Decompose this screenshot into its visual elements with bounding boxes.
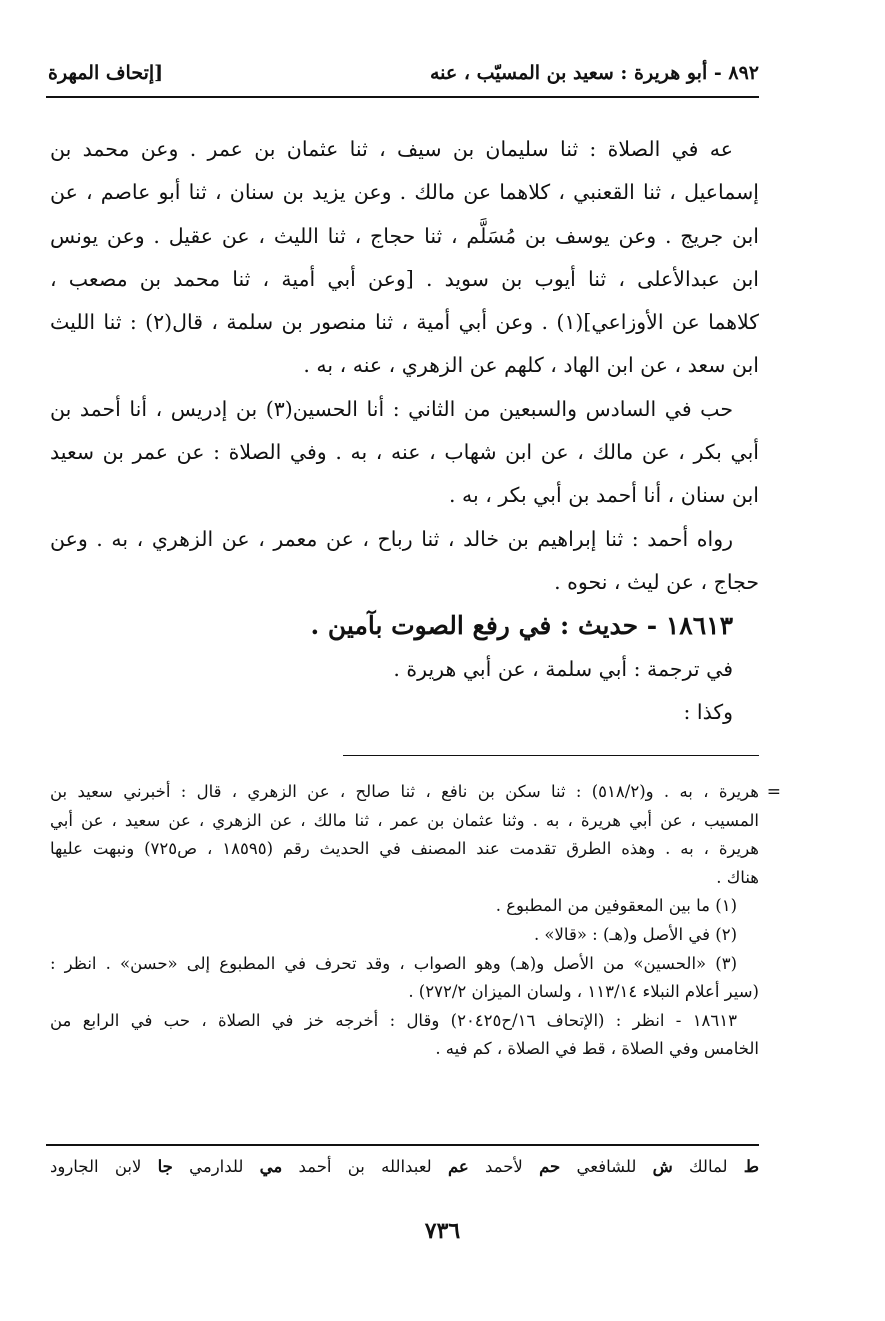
footnote-line: (٢) في الأصل و(هـ) : «قالا» . — [533, 924, 737, 944]
running-header-book: [إتحاف المهرة — [48, 62, 164, 84]
text-line: أبي بكر ، عن مالك ، عن ابن شهاب ، عنه ، به . وفي الصلاة : عن عمر بن سعيد — [50, 440, 759, 465]
text-line: ابن جريج . وعن يوسف بن مُسَلَّم ، ثنا حجاج ، ثنا الليث ، عن عقيل . وعن يونس — [50, 223, 759, 248]
abbreviation-entry: مي للدارمي — [189, 1157, 283, 1176]
text-line: حجاج ، عن ليث ، نحوه . — [554, 569, 759, 594]
footnote-line: هريرة ، به . و(٥١٨/٢) : ثنا سكن بن نافع ، ثنا صالح ، عن الزهري ، قال : أخبرني سعيد بن — [50, 782, 759, 801]
footnote-line: (١) ما بين المعقوفين من المطبوع . — [495, 896, 737, 916]
text-line: حب في السادس والسبعين من الثاني : أنا الحسين(٣) بن إدريس ، أنا أحمد بن — [50, 396, 733, 421]
continuation-mark: = — [766, 782, 781, 802]
abbreviation-entry: جا لابن الجارود — [50, 1157, 173, 1176]
footnote-line: هريرة ، به . وهذه الطرق تقدمت عند المصنف في الحديث رقم (١٨٥٩٥ ، ص٧٢٥) ونبهت عليها — [50, 839, 759, 859]
running-header-title: ٨٩٢ - أبو هريرة : سعيد بن المسيّب ، عنه — [430, 62, 759, 84]
page-number: ٧٣٦ — [424, 1218, 461, 1244]
footnotes — [50, 778, 781, 1064]
footnote-line: ١٨٦١٣ - انظر : (الإتحاف ١٦/ح٢٠٤٢٥) وقال : أخرجه خز في الصلاة ، حب في الرابع من — [50, 1010, 737, 1030]
footnote-line: (٣) «الحسين» من الأصل و(هـ) وهو الصواب ، وقد تحرف في المطبوع إلى «حسن» . انظر : — [50, 953, 737, 973]
text-line: عه في الصلاة : ثنا سليمان بن سيف ، ثنا عثمان بن عمر . وعن محمد بن — [50, 137, 733, 161]
footnote-line: هناك . — [716, 867, 759, 887]
abbreviation-entry: حم لأحمد — [485, 1157, 561, 1176]
abbreviation-entry: ش للشافعي — [576, 1157, 673, 1176]
abbreviation-entry: ط لمالك — [689, 1157, 760, 1176]
main-text — [50, 128, 759, 734]
text-line: ابن عبدالأعلى ، ثنا أيوب بن سويد . [وعن أبي أمية ، ثنا محمد بن مصعب ، — [50, 266, 759, 291]
abbreviation-entry: عم لعبدالله بن أحمد — [298, 1157, 469, 1176]
abbreviations-key — [50, 1152, 759, 1182]
text-line: كلاهما عن الأوزاعي](١) . وعن أبي أمية ، ثنا منصور بن سلمة ، قال(٢) : ثنا الليث — [50, 310, 759, 335]
text-line: ابن سعد ، عن ابن الهاد ، كلهم عن الزهري ، عنه ، به . — [303, 353, 759, 378]
text-line: رواه أحمد : ثنا إبراهيم بن خالد ، ثنا رباح ، عن معمر ، عن الزهري ، به . وعن — [50, 526, 733, 551]
hadith-heading: ١٨٦١٣ - حديث : في رفع الصوت بآمين . — [310, 611, 733, 641]
header-rule — [46, 96, 759, 98]
text-line: في ترجمة : أبي سلمة ، عن أبي هريرة . — [393, 656, 733, 681]
abbreviations-rule — [46, 1144, 759, 1146]
text-line: ابن سنان ، أنا أحمد بن أبي بكر ، به . — [448, 483, 759, 508]
footnote-line: المسيب ، عن أبي هريرة ، به . وثنا عثمان بن عمر ، ثنا مالك ، عن الزهري ، عن سعيد ، عن أبي — [50, 810, 759, 830]
text-line: وكذا : — [683, 699, 733, 724]
text-line: إسماعيل ، ثنا القعنبي ، كلاهما عن مالك . وعن يزيد بن سنان ، ثنا أبو عاصم ، عن — [50, 180, 759, 205]
footnote-line: (سير أعلام النبلاء ١١٣/١٤ ، ولسان الميزان ٢٧٢/٢) . — [408, 982, 759, 1002]
footnote-line: الخامس وفي الصلاة ، قط في الصلاة ، كم فيه . — [435, 1039, 759, 1059]
footnote-separator — [343, 755, 759, 756]
